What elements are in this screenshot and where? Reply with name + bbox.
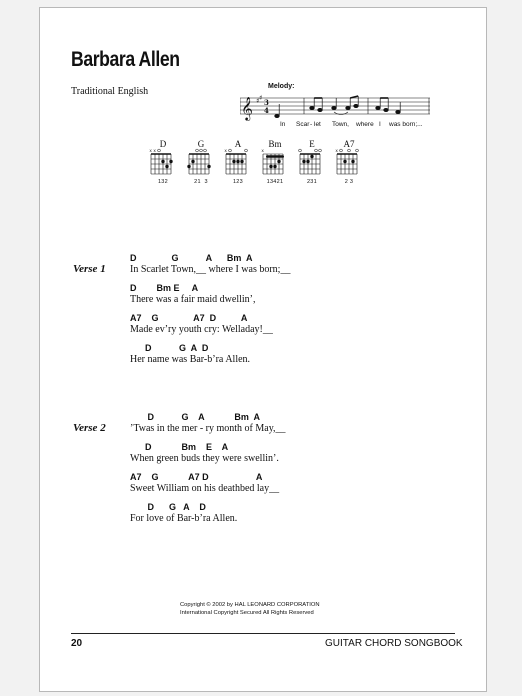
chord-grid [223, 148, 253, 178]
lyric-line: There was a fair maid dwellin’, [130, 294, 256, 305]
song-subtitle: Traditional English [71, 86, 149, 97]
chord-fingering: 2 3 [344, 179, 354, 185]
lyric-line: Sweet William on his deathbed lay__ [130, 483, 280, 494]
sheet-page [39, 7, 487, 692]
chord-fingering: 123 [232, 179, 244, 185]
chord-line: D G A Bm A [130, 253, 253, 263]
chord-grid [334, 148, 364, 178]
copyright-line: International Copyright Secured All Rights Reserved [180, 609, 314, 616]
chord-name: D [159, 139, 167, 149]
chord-name: G [197, 139, 205, 149]
chord-name: Bm [268, 139, 282, 149]
chord-line: D Bm E A [130, 442, 229, 452]
svg-text:x: x [149, 148, 152, 153]
chord-grid [297, 148, 327, 178]
footer-divider [71, 633, 455, 634]
copyright-line: Copyright © 2002 by HAL LEONARD CORPORATION [180, 602, 320, 608]
chord-name: A [234, 139, 242, 149]
chord-fingering: 231 [306, 179, 318, 185]
chord-grid [260, 148, 290, 178]
chord-grid [186, 148, 216, 178]
melody-lyric: Scar [296, 121, 310, 128]
melody-lyric: In [280, 121, 286, 128]
chord-fingering: 13421 [266, 179, 284, 185]
copyright-notice [180, 602, 320, 617]
svg-text:x: x [335, 148, 338, 153]
book-title: GUITAR CHORD SONGBOOK [325, 638, 463, 649]
chord-name: E [309, 139, 315, 149]
melody-lyric: was born;... [389, 121, 423, 128]
page-number: 20 [71, 638, 83, 649]
chord-line: A7 G A7 D A [130, 313, 248, 323]
svg-text:3: 3 [264, 98, 269, 107]
melody-lyric: I [379, 121, 381, 128]
chord-name: A7 [343, 139, 355, 149]
verse-label: Verse 2 [73, 422, 106, 434]
melody-lyric: let [314, 121, 321, 128]
chord-fingering: 132 [157, 179, 169, 185]
svg-text:x: x [261, 148, 264, 153]
verse-label: Verse 1 [73, 263, 106, 275]
chord-fingering: 21 3 [194, 179, 208, 185]
svg-text:4: 4 [264, 106, 269, 115]
melody-lyric: where [356, 121, 374, 128]
treble-clef-icon: 𝄞 [241, 96, 253, 120]
chord-line: D G A Bm A [130, 412, 261, 422]
melody-lyric: - [310, 121, 313, 128]
svg-text:x: x [153, 148, 156, 153]
melody-staff [240, 90, 440, 124]
chord-line: D G A D [130, 343, 209, 353]
lyric-line: ’Twas in the mer - ry month of May,__ [130, 423, 286, 434]
lyric-line: Her name was Bar-b’ra Allen. [130, 354, 251, 365]
svg-text:♯: ♯ [256, 97, 260, 105]
melody-lyric: Town, [332, 121, 349, 128]
lyric-line: When green buds they were swellin’. [130, 453, 279, 464]
chord-grid [148, 148, 178, 178]
svg-text:x: x [224, 148, 227, 153]
chord-line: A7 G A7 D A [130, 472, 263, 482]
melody-label: Melody: [268, 83, 295, 90]
chord-line: D G A D [130, 502, 206, 512]
song-title: Barbara Allen [71, 48, 180, 71]
lyric-line: Made ev’ry youth cry: Welladay!__ [130, 324, 273, 335]
lyric-line: For love of Bar-b’ra Allen. [130, 513, 238, 524]
svg-text:♯: ♯ [259, 94, 263, 102]
chord-line: D Bm E A [130, 283, 199, 293]
lyric-line: In Scarlet Town,__ where I was born;__ [130, 264, 291, 275]
